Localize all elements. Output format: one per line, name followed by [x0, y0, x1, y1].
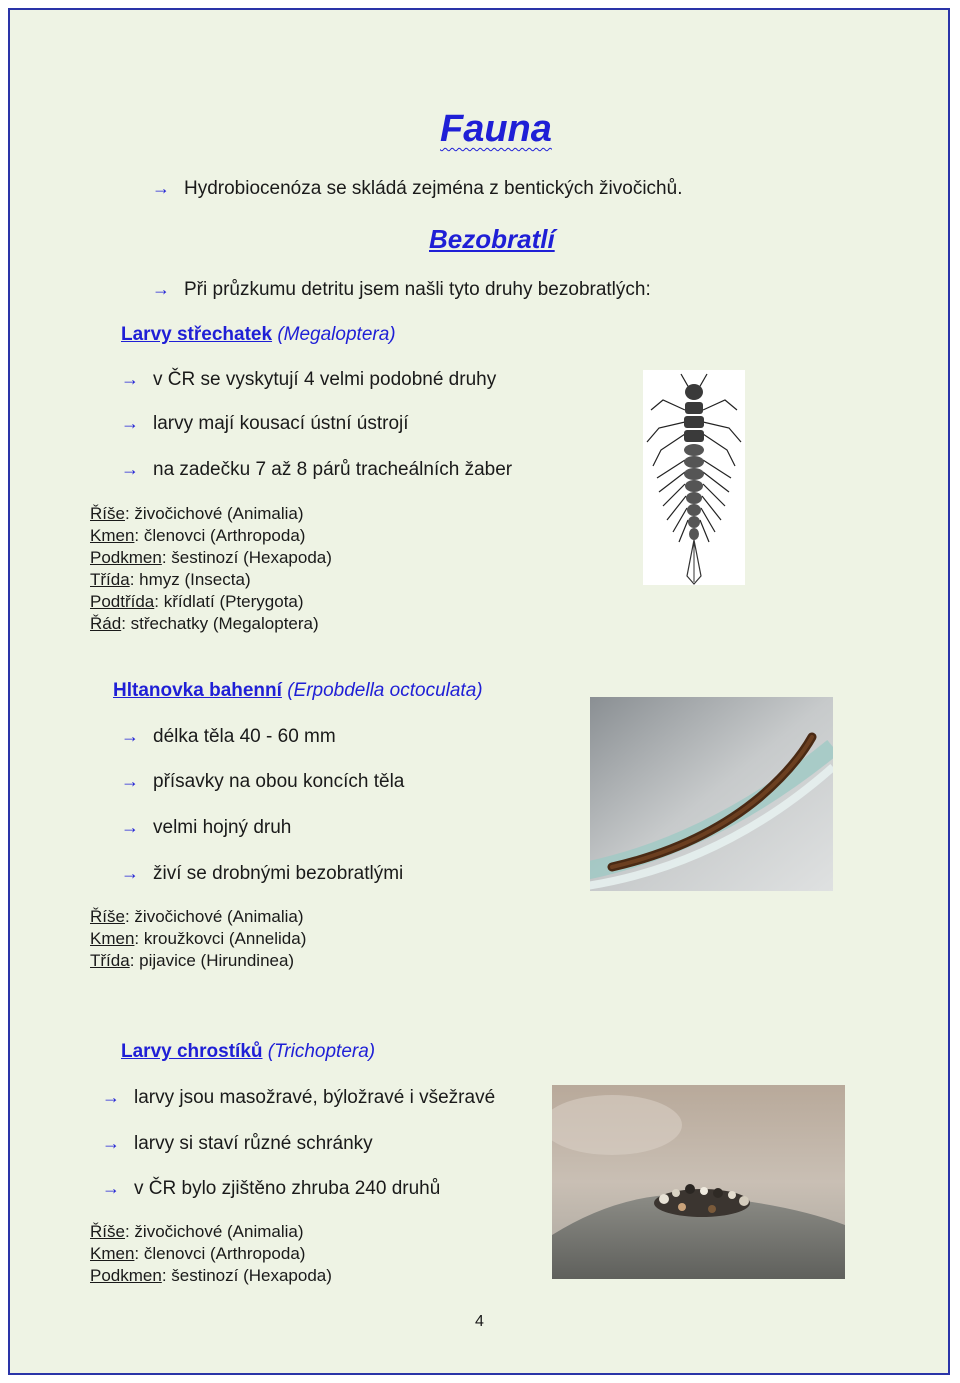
- species-heading-megaloptera: [121, 324, 396, 346]
- taxonomy-row: Třída: hmyz (Insecta): [90, 570, 251, 589]
- species-heading-trichoptera: [121, 1041, 375, 1063]
- intro-text: Hydrobiocenóza se skládá zejména z bentických živočichů.: [184, 178, 683, 199]
- arrow-icon: →: [152, 178, 170, 198]
- bullet-item: → larvy jsou masožravé, býložravé i všežravé: [102, 1087, 496, 1108]
- arrow-icon: →: [121, 771, 139, 791]
- arrow-icon: →: [121, 369, 139, 389]
- bullet-item: → v ČR bylo zjištěno zhruba 240 druhů: [102, 1178, 441, 1199]
- arrow-icon: →: [121, 413, 139, 433]
- taxonomy-block: [90, 906, 306, 972]
- taxonomy-block: [90, 503, 332, 635]
- taxonomy-row: Třída: pijavice (Hirundinea): [90, 951, 295, 970]
- caddisfly-larva-photo: [552, 1085, 845, 1279]
- taxonomy-row: Říše: živočichové (Animalia): [90, 907, 304, 926]
- arrow-icon: →: [121, 726, 139, 746]
- bullet-item: → přísavky na obou koncích těla: [121, 771, 405, 792]
- bullet-item: → délka těla 40 - 60 mm: [121, 726, 336, 747]
- species-name: Larvy střechatek: [121, 324, 273, 345]
- bullet-item: → živí se drobnými bezobratlými: [121, 863, 404, 884]
- bullet-item: → larvy mají kousací ústní ústrojí: [121, 413, 409, 434]
- taxonomy-row: Kmen: kroužkovci (Annelida): [90, 929, 307, 948]
- section-intro-text: Při průzkumu detritu jsem našli tyto druhy bezobratlých:: [184, 279, 651, 300]
- bullet-item: → v ČR se vyskytují 4 velmi podobné druhy: [121, 369, 497, 390]
- taxonomy-row: Řád: střechatky (Megaloptera): [90, 614, 319, 633]
- leech-photo: [590, 697, 833, 891]
- bullet-item: → velmi hojný druh: [121, 817, 292, 838]
- intro-line: [152, 178, 682, 200]
- page-title: Fauna: [440, 108, 552, 150]
- species-heading-erpobdella: [113, 680, 483, 702]
- species-latin: (Erpobdella octoculata): [287, 680, 483, 701]
- species-latin: (Megaloptera): [277, 324, 396, 345]
- bullet-item: → larvy si staví různé schránky: [102, 1133, 373, 1154]
- arrow-icon: →: [152, 279, 170, 299]
- species-name: Hltanovka bahenní: [113, 680, 282, 701]
- taxonomy-row: Kmen: členovci (Arthropoda): [90, 1244, 306, 1263]
- species-name: Larvy chrostíků: [121, 1041, 263, 1062]
- taxonomy-row: Říše: živočichové (Animalia): [90, 1222, 304, 1241]
- arrow-icon: →: [102, 1178, 120, 1198]
- arrow-icon: →: [121, 459, 139, 479]
- arrow-icon: →: [121, 863, 139, 883]
- arrow-icon: →: [102, 1087, 120, 1107]
- arrow-icon: →: [121, 817, 139, 837]
- taxonomy-row: Podkmen: šestinozí (Hexapoda): [90, 1266, 332, 1285]
- taxonomy-row: Podkmen: šestinozí (Hexapoda): [90, 548, 332, 567]
- taxonomy-row: Říše: živočichové (Animalia): [90, 504, 304, 523]
- taxonomy-block: [90, 1221, 332, 1287]
- arrow-icon: →: [102, 1133, 120, 1153]
- page-number: 4: [475, 1313, 484, 1330]
- megaloptera-larva-image: [643, 370, 745, 585]
- taxonomy-row: Podtřída: křídlatí (Pterygota): [90, 592, 304, 611]
- section-intro-line: [152, 279, 651, 301]
- section-title: Bezobratlí: [429, 224, 555, 254]
- species-latin: (Trichoptera): [267, 1041, 376, 1062]
- bullet-item: → na zadečku 7 až 8 párů tracheálních žaber: [121, 459, 513, 480]
- taxonomy-row: Kmen: členovci (Arthropoda): [90, 526, 306, 545]
